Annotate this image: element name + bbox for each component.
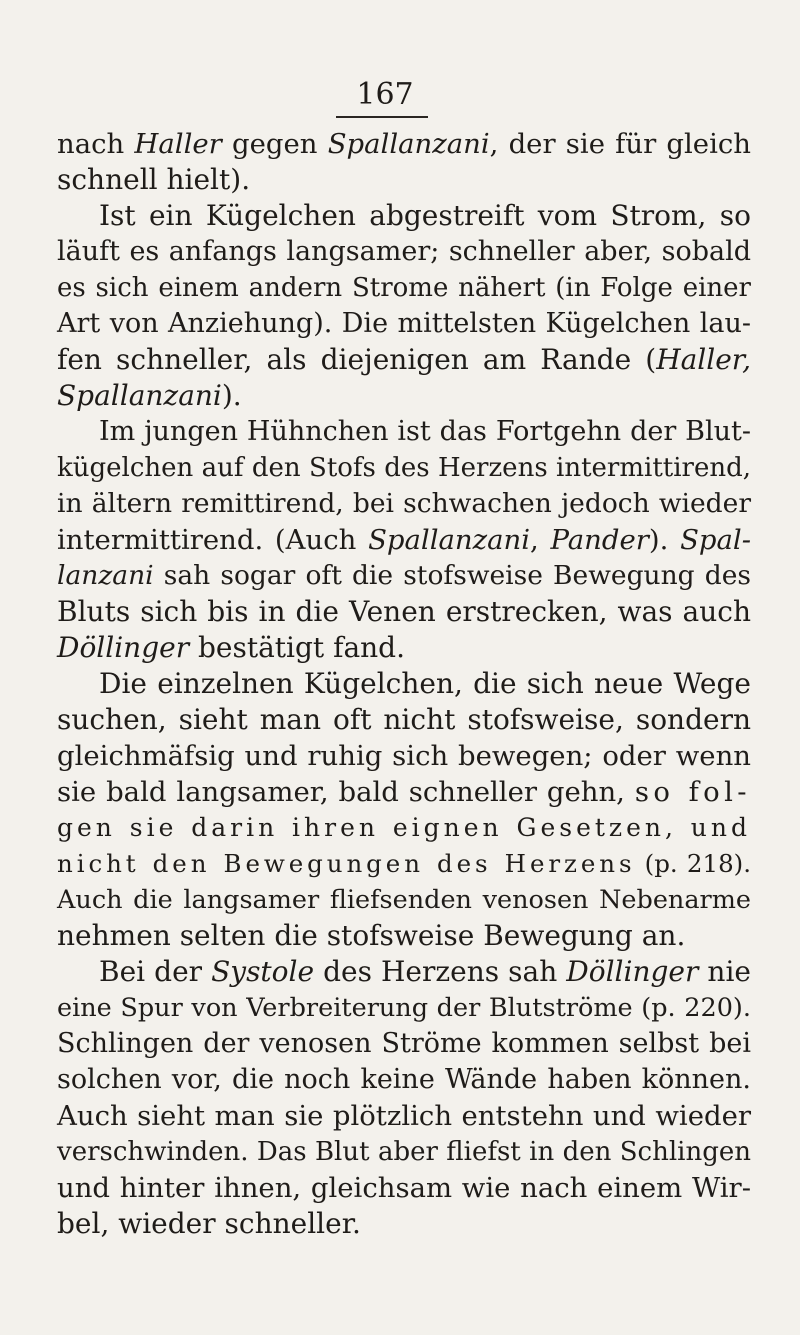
text-run: sie bald langsamer, bald schneller gehn, xyxy=(57,776,635,808)
text-run: eine Spur von Verbreiterung der Blutströme (p. 220). xyxy=(57,993,751,1023)
text-line xyxy=(57,1026,751,1062)
text-line xyxy=(57,1170,751,1206)
text-line xyxy=(57,270,751,306)
italic-text: Systole xyxy=(211,955,315,988)
italic-text: Haller xyxy=(134,128,222,160)
text-run: gleichmäfsig und ruhig sich bewegen; oder wenn xyxy=(57,740,751,772)
text-line xyxy=(99,954,751,990)
text-run: intermittirend. (Auch xyxy=(57,524,369,556)
italic-text: lanzani xyxy=(57,560,154,591)
text-run: bel, wieder schneller. xyxy=(57,1207,361,1240)
text-run: fen schneller, als diejenigen am Rande ( xyxy=(57,343,657,376)
text-run: ). xyxy=(221,379,242,412)
text-line xyxy=(57,990,751,1026)
text-line xyxy=(57,486,751,522)
text-line xyxy=(57,702,751,738)
text-run: Schlingen der venosen Ströme kommen selbst bei xyxy=(57,1028,751,1059)
text-run: Ist ein Kügelchen abgestreift vom Strom, so xyxy=(99,199,751,232)
italic-text: Spallanzani xyxy=(368,524,531,556)
text-line xyxy=(57,1098,751,1134)
text-line xyxy=(57,342,751,378)
text-run: Art von Anziehung). Die mittelsten Kügelchen lau- xyxy=(57,308,751,339)
text-line xyxy=(57,1062,751,1098)
italic-text: Spallanzani xyxy=(327,128,490,160)
text-run: schnell hielt). xyxy=(57,163,251,196)
text-run: , xyxy=(530,524,551,556)
italic-text: Spal- xyxy=(680,524,752,556)
text-line xyxy=(99,666,751,702)
text-run: ). xyxy=(648,524,681,556)
text-run: des Herzens sah xyxy=(314,955,567,988)
text-line xyxy=(57,630,751,666)
text-run: (p. 218). xyxy=(635,849,752,878)
text-line xyxy=(57,810,751,846)
italic-text: Döllinger xyxy=(566,955,699,988)
italic-text: Pander xyxy=(550,524,649,556)
text-run: Bei der xyxy=(99,955,212,988)
page-number-underline xyxy=(336,116,428,118)
text-line xyxy=(57,450,751,486)
text-run: kügelchen auf den Stofs des Herzens intermittirend, xyxy=(57,453,751,483)
text-line xyxy=(57,234,751,270)
spaced-text: gen sie darin ihren eignen Gesetzen, und xyxy=(57,813,751,842)
text-run: solchen vor, die noch keine Wände haben können. xyxy=(57,1064,751,1095)
page-number: 167 xyxy=(356,77,414,112)
text-line xyxy=(99,414,751,450)
text-run: nie xyxy=(698,955,751,988)
text-run: Die einzelnen Kügelchen, die sich neue Wege xyxy=(99,667,751,700)
text-line xyxy=(57,846,751,882)
spaced-text: so fol- xyxy=(634,776,751,808)
text-run: in ältern remittirend, bei schwachen jedoch wieder xyxy=(57,488,751,519)
text-line xyxy=(57,126,751,162)
text-line xyxy=(57,162,751,198)
text-line xyxy=(57,306,751,342)
spaced-text: nicht den Bewegungen des Herzens xyxy=(57,849,636,878)
text-line xyxy=(57,918,751,954)
text-line xyxy=(57,738,751,774)
text-line xyxy=(57,1206,751,1242)
text-run: , der sie für gleich xyxy=(489,128,751,160)
text-run: Auch sieht man sie plötzlich entstehn und wieder xyxy=(57,1100,751,1132)
text-run: suchen, sieht man oft nicht stofsweise, sondern xyxy=(57,703,751,736)
text-run: und hinter ihnen, gleichsam wie nach einem Wir- xyxy=(57,1172,751,1204)
text-line xyxy=(57,378,751,414)
text-line xyxy=(57,558,751,594)
text-line xyxy=(99,198,751,234)
text-run: Bluts sich bis in die Venen erstrecken, was auch xyxy=(57,595,751,628)
text-run: nach xyxy=(57,128,135,160)
text-run: gegen xyxy=(221,128,328,160)
italic-text: Spallanzani xyxy=(57,379,222,412)
text-run: bestätigt fand. xyxy=(189,631,405,664)
text-line xyxy=(57,882,751,918)
text-line xyxy=(57,1134,751,1170)
text-line xyxy=(57,594,751,630)
text-line xyxy=(57,522,751,558)
text-run: Im jungen Hühnchen ist das Fortgehn der Blut- xyxy=(99,416,751,447)
italic-text: Döllinger xyxy=(57,631,190,664)
text-run: Auch die langsamer fliefsenden venosen Nebenarme xyxy=(57,885,751,915)
text-run: es sich einem andern Strome nähert (in Folge einer xyxy=(57,273,751,303)
text-line xyxy=(57,774,751,810)
italic-text: Haller, xyxy=(656,343,751,376)
text-run: läuft es anfangs langsamer; schneller aber, sobald xyxy=(57,236,751,267)
text-run: verschwinden. Das Blut aber fliefst in den Schlingen xyxy=(57,1137,751,1167)
text-run: sah sogar oft die stofsweise Bewegung des xyxy=(153,560,751,591)
text-run: nehmen selten die stofsweise Bewegung an. xyxy=(57,919,686,952)
